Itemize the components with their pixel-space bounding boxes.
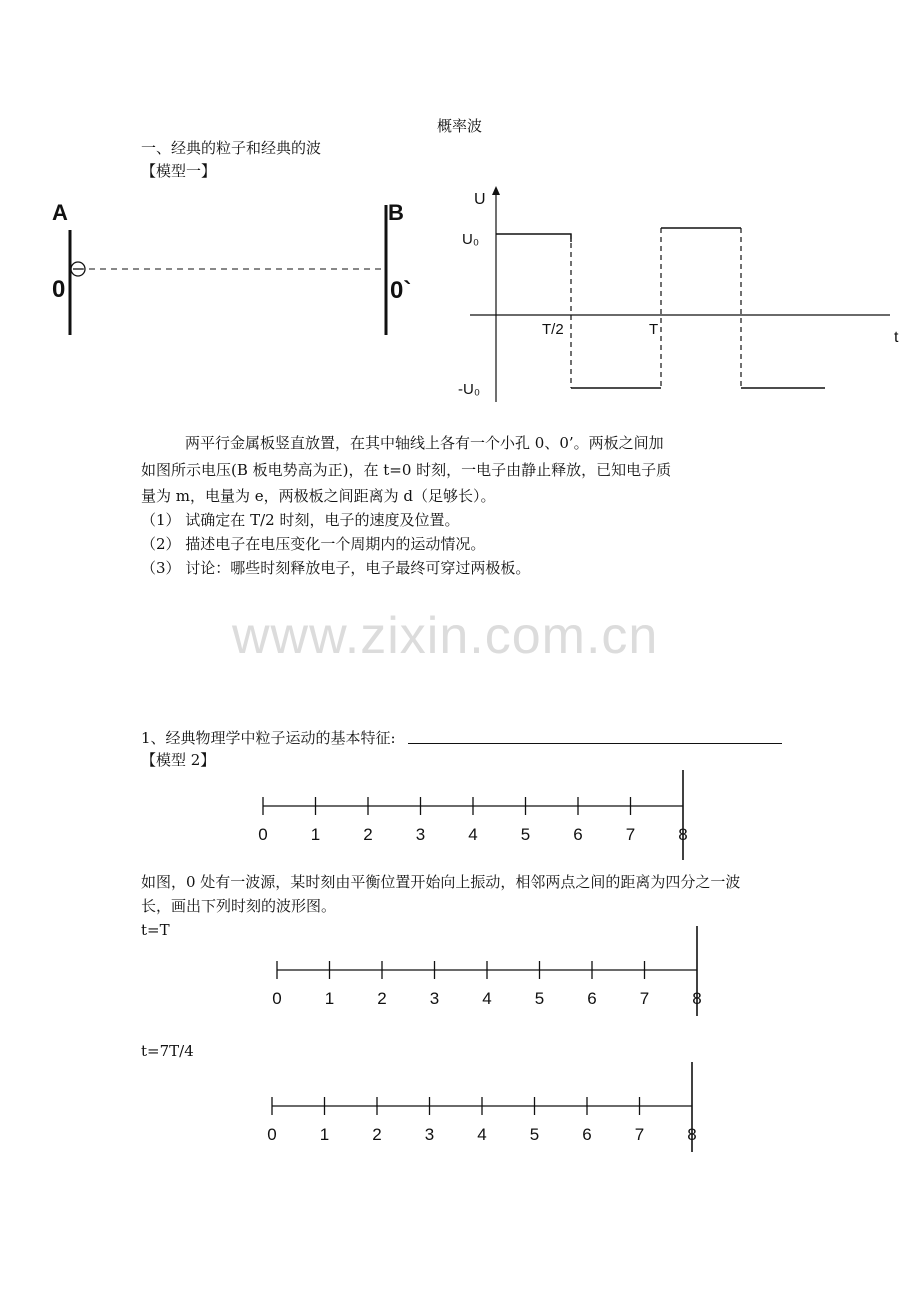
tick-label: 3 — [429, 989, 440, 1008]
tick-group — [258, 797, 687, 844]
tick-label: 2 — [363, 825, 373, 844]
tick-label: 4 — [468, 825, 478, 844]
tick-label: 5 — [529, 1125, 540, 1144]
u-axis-arrow-icon — [492, 186, 500, 195]
tick-label: 4 — [482, 989, 492, 1008]
question-1: （1） 试确定在 T/2 时刻，电子的速度及位置。 — [141, 511, 460, 529]
tick-label: 8 — [687, 1125, 697, 1144]
tick-label: 3 — [424, 1125, 435, 1144]
tick-label: 2 — [372, 1125, 382, 1144]
tick-label: 6 — [582, 1125, 592, 1144]
t-axis-label: t — [894, 329, 899, 346]
tick-label: 8 — [678, 825, 688, 844]
tick-group — [267, 1097, 696, 1144]
number-line-initial — [250, 770, 700, 862]
tick-label: 4 — [477, 1125, 487, 1144]
number-line-t — [264, 926, 714, 1018]
answer-blank-line[interactable] — [408, 743, 782, 744]
u-axis-label: U — [474, 191, 486, 208]
tick-label: 5 — [534, 989, 545, 1008]
parallel-plates-diagram — [40, 190, 430, 350]
tick-label: 0 — [267, 1125, 277, 1144]
watermark: www.zixin.com.cn — [232, 607, 659, 665]
model1-label: 【模型一】 — [141, 162, 217, 180]
time-label-t: t=T — [141, 921, 170, 939]
tick-label: 3 — [415, 825, 426, 844]
time-label-7t4: t=7T/4 — [141, 1042, 194, 1060]
u0-label: U₀ — [462, 231, 480, 248]
tick-label: 1 — [310, 825, 321, 844]
tick-label: 8 — [692, 989, 702, 1008]
label-o: 0 — [52, 276, 66, 303]
question-3: （3） 讨论：哪些时刻释放电子，电子最终可穿过两极板。 — [141, 559, 531, 577]
wave-description-2: 长，画出下列时刻的波形图。 — [141, 897, 337, 915]
half-period-label: T/2 — [542, 321, 564, 338]
tick-group — [272, 961, 701, 1008]
tick-label: 7 — [625, 825, 636, 844]
tick-label: 0 — [272, 989, 282, 1008]
wave-description-1: 如图，0 处有一波源，某时刻由平衡位置开始向上振动，相邻两点之间的距离为四分之一波 — [141, 873, 741, 891]
voltage-wave-positive-1 — [496, 234, 571, 242]
tick-label: 1 — [324, 989, 335, 1008]
problem-line-2: 如图所示电压(B 板电势高为正)，在 t=0 时刻，一电子由静止释放，已知电子质 — [141, 461, 672, 479]
tick-label: 7 — [634, 1125, 645, 1144]
label-a: A — [52, 200, 68, 225]
neg-u0-label: -U₀ — [458, 381, 481, 398]
label-o-prime: 0` — [390, 277, 412, 304]
label-b: B — [388, 200, 404, 225]
section-heading: 一、经典的粒子和经典的波 — [141, 139, 322, 157]
page-title: 概率波 — [437, 117, 483, 135]
problem-line-3: 量为 m，电量为 e，两极板之间距离为 d（足够长）。 — [141, 487, 496, 505]
tick-label: 6 — [573, 825, 583, 844]
period-label: T — [649, 321, 659, 338]
problem-line-1: 两平行金属板竖直放置，在其中轴线上各有一个小孔 0、0’。两板之间加 — [185, 434, 664, 452]
fill-in-prompt: 1、经典物理学中粒子运动的基本特征: — [141, 729, 396, 747]
number-line-7t4 — [259, 1062, 709, 1154]
tick-label: 6 — [587, 989, 597, 1008]
tick-label: 5 — [520, 825, 531, 844]
tick-label: 7 — [639, 989, 650, 1008]
voltage-graph — [450, 180, 910, 410]
model2-label: 【模型 2】 — [141, 751, 216, 769]
question-2: （2） 描述电子在电压变化一个周期内的运动情况。 — [141, 535, 486, 553]
tick-label: 1 — [319, 1125, 330, 1144]
tick-label: 0 — [258, 825, 268, 844]
tick-label: 2 — [377, 989, 387, 1008]
